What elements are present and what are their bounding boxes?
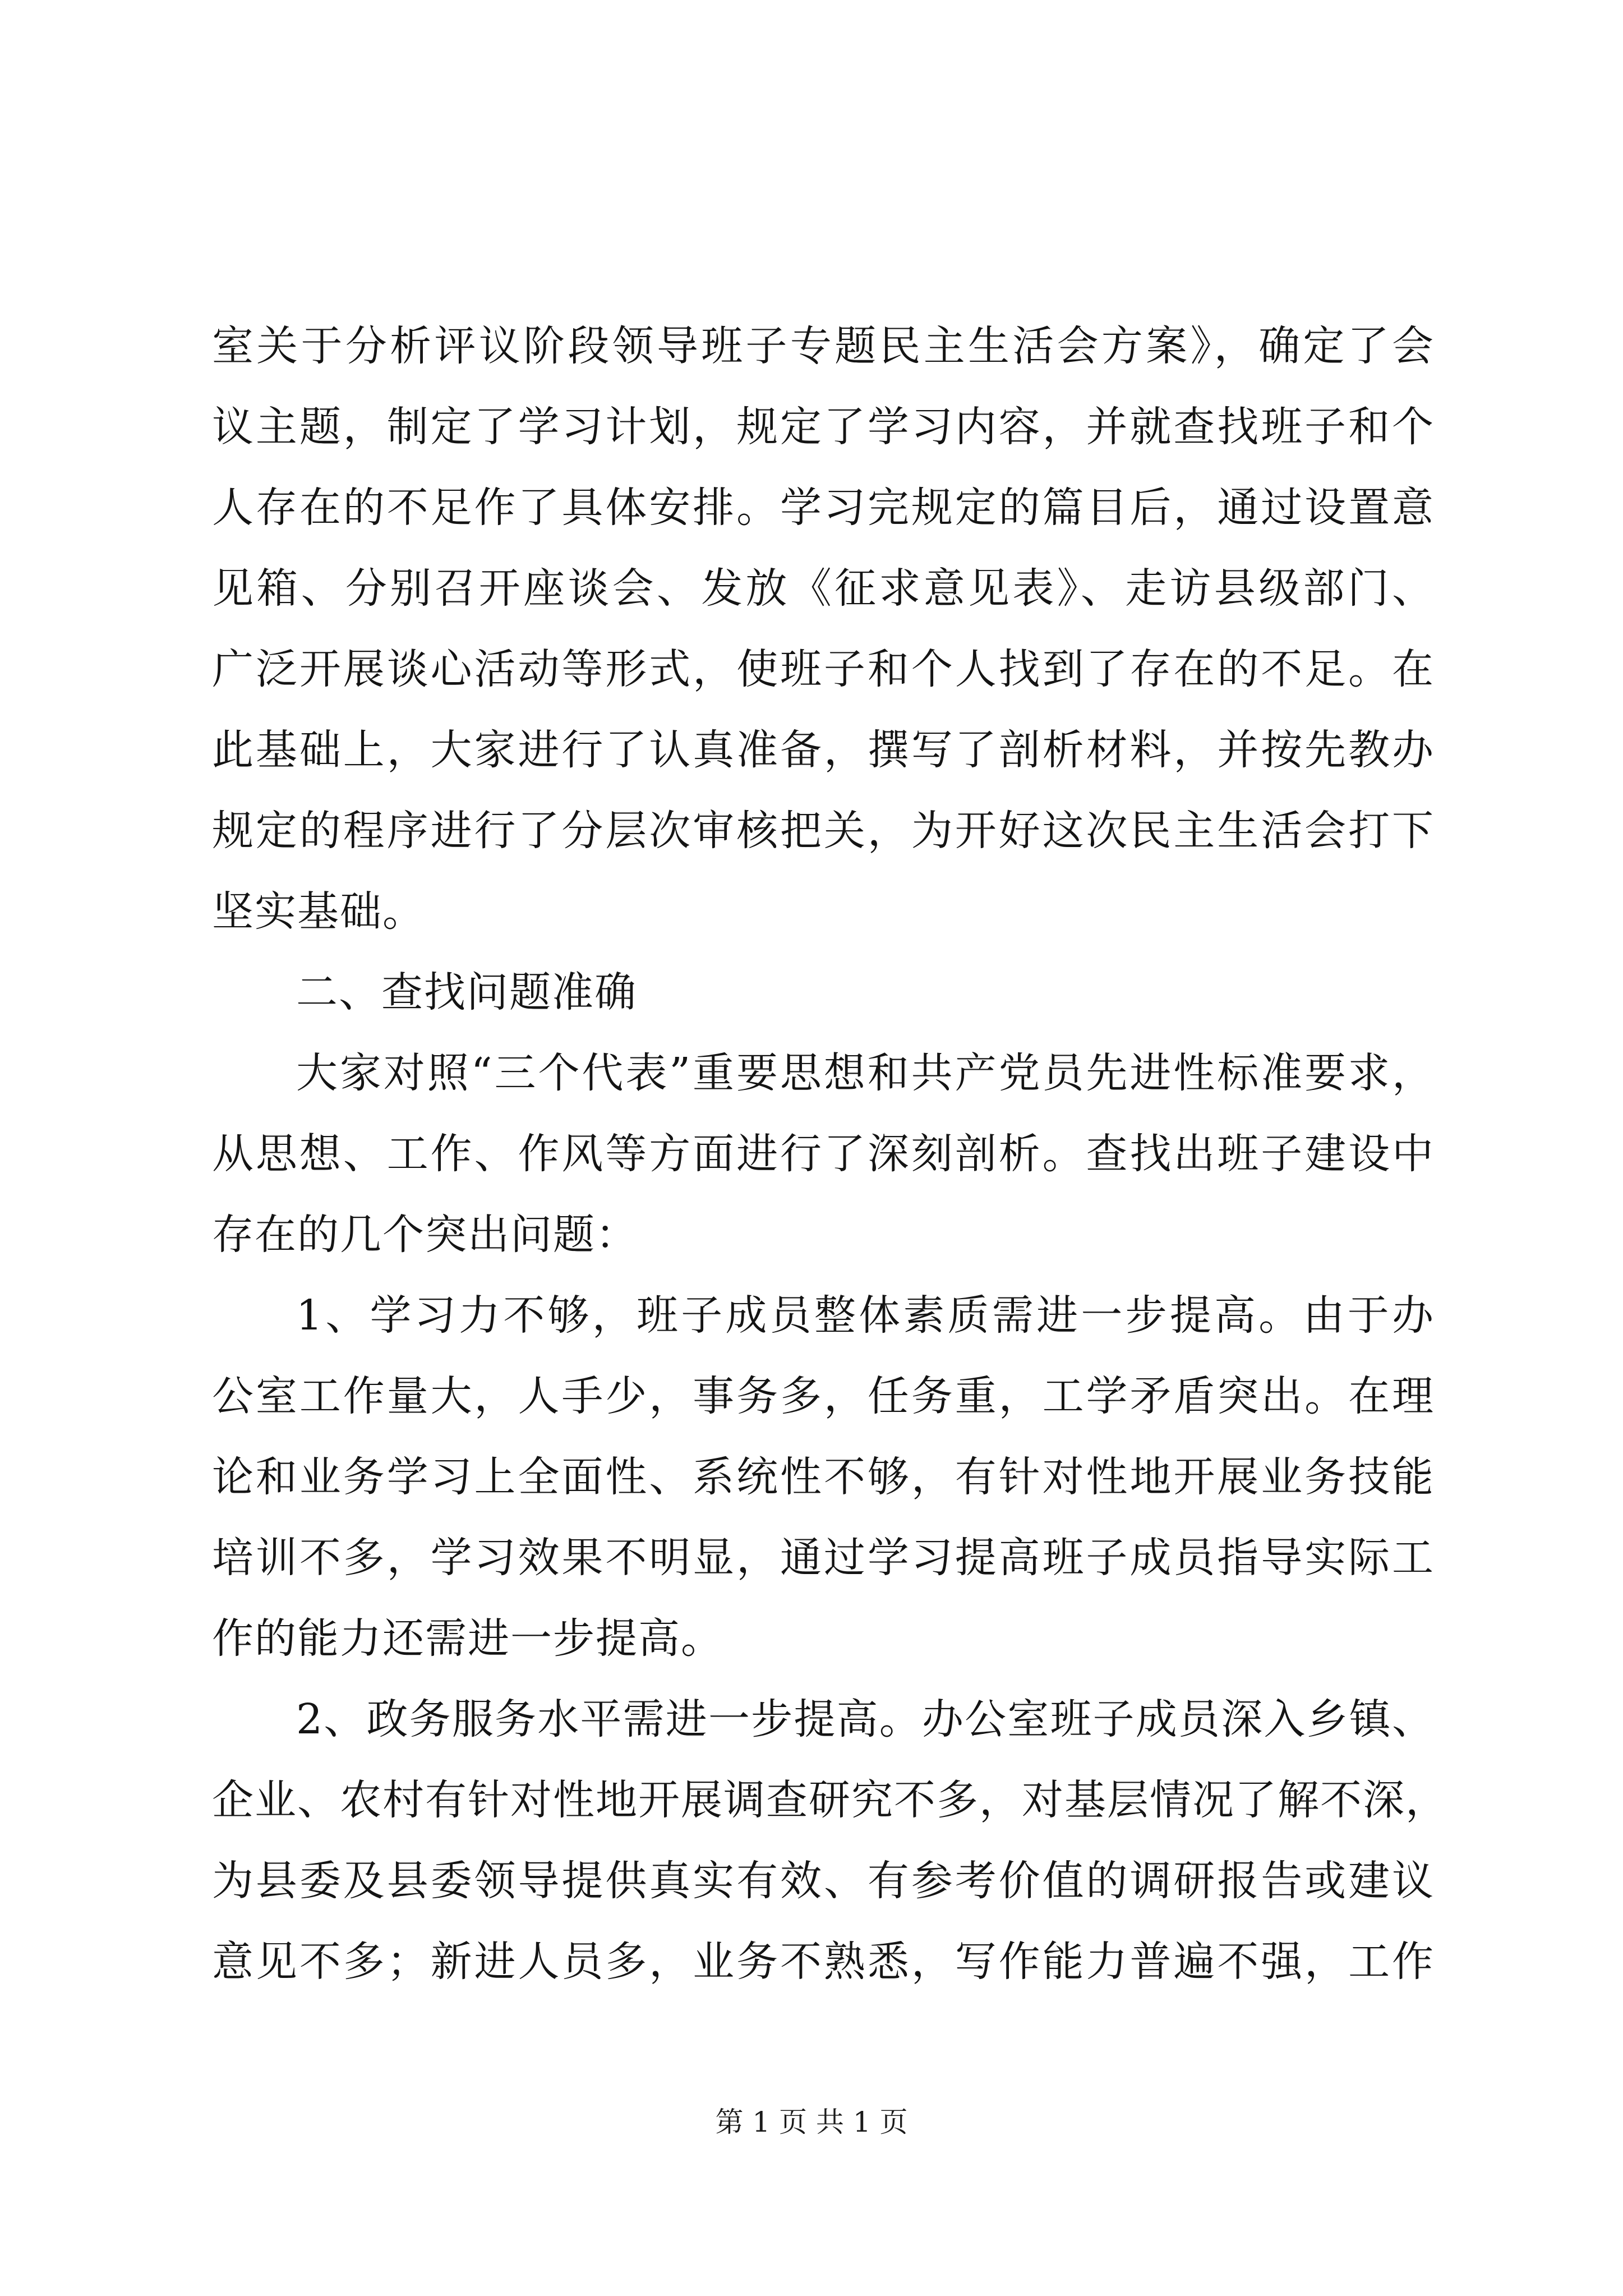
paragraph-line: 人存在的不足作了具体安排。学习完规定的篇目后，通过设置意 [212, 484, 1435, 532]
paragraph-line: 规定的程序进行了分层次审核把关，为开好这次民主生活会打下 [212, 807, 1435, 855]
paragraph-line: 作的能力还需进一步提高。 [212, 1614, 723, 1663]
paragraph-line: 培训不多，学习效果不明显，通过学习提高班子成员指导实际工 [212, 1534, 1435, 1582]
paragraph-line: 广泛开展谈心活动等形式，使班子和个人找到了存在的不足。在 [212, 645, 1435, 693]
body-text [212, 306, 1448, 2002]
paragraph-line: 室关于分析评议阶段领导班子专题民主生活会方案》，确定了会 [212, 322, 1435, 370]
section-heading: 二、查找问题准确 [296, 968, 637, 1016]
paragraph-line: 公室工作量大，人手少，事务多，任务重，工学矛盾突出。在理 [212, 1372, 1435, 1420]
paragraph-line: 从思想、工作、作风等方面进行了深刻剖析。查找出班子建设中 [212, 1130, 1435, 1178]
paragraph-line: 2、政务服务水平需进一步提高。办公室班子成员深入乡镇、 [296, 1695, 1435, 1743]
paragraph-line: 为县委及县委领导提供真实有效、有参考价值的调研报告或建议 [212, 1857, 1435, 1905]
page-footer [0, 2102, 1623, 2142]
paragraph-line: 大家对照“三个代表”重要思想和共产党员先进性标准要求， [296, 1049, 1435, 1097]
page-number-label: 第 1 页 共 1 页 [715, 2106, 908, 2138]
paragraph-line: 坚实基础。 [212, 887, 425, 936]
paragraph-line: 论和业务学习上全面性、系统性不够，有针对性地开展业务技能 [212, 1453, 1435, 1501]
paragraph-line: 此基础上，大家进行了认真准备，撰写了剖析材料，并按先教办 [212, 726, 1435, 774]
paragraph-line: 见箱、分别召开座谈会、发放《征求意见表》、走访县级部门、 [212, 564, 1435, 613]
paragraph-line: 存在的几个突出问题： [212, 1211, 638, 1259]
paragraph-line: 企业、农村有针对性地开展调查研究不多，对基层情况了解不深， [212, 1776, 1448, 1824]
paragraph-line: 议主题，制定了学习计划，规定了学习内容，并就查找班子和个 [212, 403, 1435, 451]
paragraph-line: 1、学习力不够，班子成员整体素质需进一步提高。由于办 [296, 1291, 1435, 1340]
paragraph-line: 意见不多；新进人员多，业务不熟悉，写作能力普遍不强，工作 [212, 1938, 1435, 1986]
